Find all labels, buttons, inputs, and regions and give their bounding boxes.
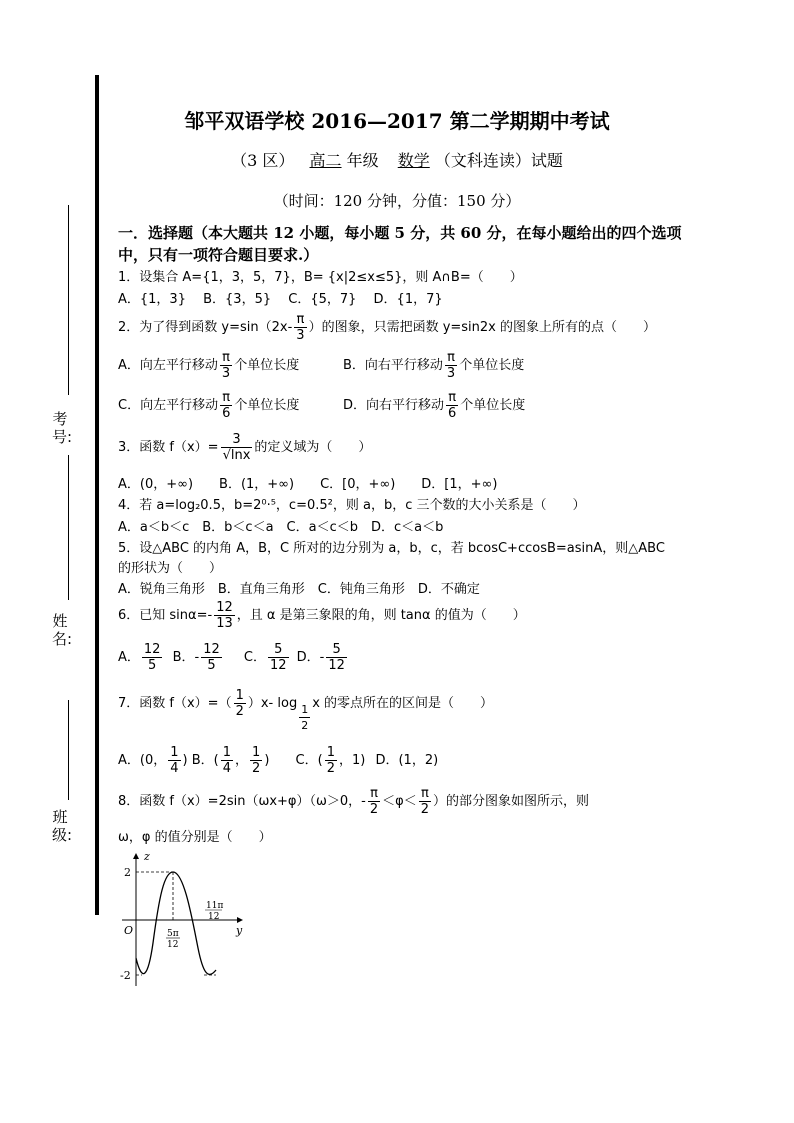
exam-no-label: 考号: (52, 410, 73, 446)
q2-option-a (118, 350, 299, 381)
q4-options: A．a＜b＜c B．b＜c＜a C．a＜c＜b D．c＜a＜b (118, 520, 444, 535)
q7-log-base-d: 2 (301, 719, 309, 732)
q8-frac2-n: π (419, 786, 431, 802)
q5-stem2: 的形状为（ ） (118, 561, 223, 576)
q7-optB-frac1 (221, 745, 233, 776)
y-max-label: 2 (124, 866, 131, 879)
q6-optC-d: 12 (269, 658, 287, 673)
q6-frac-n: 12 (216, 600, 233, 615)
q8-frac1-d: 2 (369, 802, 379, 817)
q8-frac2 (419, 786, 431, 817)
q2-optB-d: 3 (446, 366, 456, 381)
q2-optC-a: C．向左平行移动 (118, 398, 219, 413)
q2-stem (118, 312, 656, 343)
q7-optB-n2: 1 (252, 745, 261, 760)
class-label: 班级: (52, 808, 73, 844)
x-tick2-den: 12 (208, 912, 220, 922)
q6-stem-b: ，且 α 是第三象限的角，则 tanα 的值为（ ） (236, 608, 526, 623)
q5-stem: 5．设△ABC 的内角 A，B，C 所对的边分别为 a，b，c，若 bcosC+ccosB=asinA，则△ABC (118, 541, 665, 556)
q7-log-base-n: 1 (301, 703, 309, 716)
y-axis-label: y (236, 924, 243, 937)
origin-label: O (124, 924, 134, 937)
q8-stem (118, 786, 589, 817)
q7-optC-d: 2 (326, 761, 335, 776)
q7-optB-b: ) (264, 753, 270, 768)
q2-optA-b: 个单位长度 (234, 358, 300, 373)
q8-stem-c: ）的部分图象如图所示，则 (433, 794, 590, 809)
q2-optD-b: 个单位长度 (460, 398, 526, 413)
q2-optB-n: π (445, 350, 457, 366)
q6-optA-d: 5 (148, 658, 157, 673)
exam-no-blank (68, 205, 69, 395)
subtitle-area: （3 区） (231, 151, 295, 170)
q2-optD-d: 6 (448, 406, 457, 421)
q7-log-base (299, 702, 310, 733)
x-tick1-den: 12 (167, 940, 179, 950)
q2-frac-d: 3 (296, 328, 305, 343)
q8-stem-a: 8．函数 f（x）=2sin（ωx+φ）（ω＞0，- (118, 794, 366, 809)
q7-optC-frac (325, 745, 337, 776)
q8-stem2: ω，φ 的值分别是（ ） (118, 830, 272, 845)
q3-frac-n: 3 (221, 432, 253, 448)
q7-optB-d2: 2 (252, 761, 261, 776)
q2-optC-frac (220, 390, 232, 421)
name-label: 姓名: (52, 612, 73, 648)
q7-stem-a: 7．函数 f（x）=（ (118, 696, 232, 711)
q7-optA-d: 4 (170, 761, 179, 776)
section-heading: 一．选择题（本大题共 12 小题，每小题 5 分，共 60 分，在每小题给出的四个选项中，只有一项符合题目要求.） (118, 224, 682, 264)
q7-optB-d1: 4 (222, 761, 232, 776)
q2-optA-a: A．向左平行移动 (118, 358, 218, 373)
q7-optC-b: ，1) (338, 753, 366, 768)
x-tick1-num: 5π (167, 929, 179, 939)
q6-optB: B．- (172, 650, 200, 665)
q2-option-b (343, 350, 524, 381)
q7-stem-b: ）x- log (247, 696, 298, 711)
exam-title: 邹平双语学校 2016—2017 第二学期期中考试 (184, 109, 610, 133)
y-min-label: -2 (120, 969, 131, 982)
q6-optD-d: 12 (328, 658, 345, 673)
q2-stem-a: 2．为了得到函数 y=sin（2x- (118, 320, 293, 335)
z-axis-label: z (144, 850, 150, 863)
q7-stem-c: x 的零点所在的区间是（ ） (312, 696, 494, 711)
q8-frac1 (368, 786, 380, 817)
q2-optA-frac (220, 350, 232, 381)
q2-optB-b: 个单位长度 (459, 358, 525, 373)
q6-optC-frac (268, 642, 289, 673)
time-info: （时间：120 分钟，分值：150 分） (273, 192, 521, 210)
q6-optA: A． (118, 650, 140, 665)
q3-frac (221, 432, 253, 463)
q3-stem-a: 3．函数 f（x）= (118, 440, 219, 455)
q7-optB-mid: ， (235, 753, 249, 768)
x-tick2-num: 11π (206, 901, 224, 911)
q2-optD-n: π (446, 390, 458, 406)
q2-option-c (118, 390, 299, 421)
q6-optC: C． (243, 650, 266, 665)
q5-options: A．锐角三角形 B．直角三角形 C．钝角三角形 D．不确定 (118, 582, 480, 597)
q6-optA-n: 12 (143, 642, 161, 657)
q7-frac-n: 1 (235, 688, 244, 703)
q6-frac (214, 600, 235, 631)
q6-optC-n: 5 (268, 642, 289, 658)
subtitle-subject: 数学 (397, 151, 430, 170)
q3-stem-b: 的定义域为（ ） (254, 440, 372, 455)
q6-stem-a: 6．已知 sinα=- (118, 608, 213, 623)
q2-optB-frac (445, 350, 457, 381)
q6-optB-frac (201, 642, 222, 673)
q2-frac-n: π (294, 312, 306, 328)
q2-optA-d: 3 (221, 366, 231, 381)
q2-optB-a: B．向右平行移动 (343, 358, 443, 373)
q7-optA-n: 1 (170, 745, 179, 760)
class-blank (68, 700, 69, 800)
q3-frac-d: √lnx (222, 448, 251, 463)
q3-stem (118, 432, 371, 463)
q2-optC-n: π (220, 390, 232, 406)
q4-stem: 4．若 a=log₂0.5，b=2⁰·⁵，c=0.5²，则 a，b，c 三个数的大小关系是（ ） (118, 498, 586, 513)
q7-stem (118, 688, 494, 732)
q2-optC-d: 6 (222, 406, 231, 421)
q7-optD: D．(1，2) (375, 753, 439, 768)
q6-optB-d: 5 (207, 658, 216, 673)
q6-optD: D．- (296, 650, 325, 665)
q1-options: A．{1，3} B．{3，5} C．{5，7} D．{1，7} (118, 292, 443, 307)
q1-stem: 1．设集合 A={1，3，5，7}，B= {x|2≤x≤5}，则 A∩B=（ ） (118, 270, 523, 285)
q6-stem (118, 600, 526, 631)
q6-optB-n: 12 (203, 642, 220, 657)
q7-optA-a: A．(0， (118, 753, 167, 768)
name-blank (68, 455, 69, 600)
q7-optA-b: ) (182, 753, 188, 768)
q8-stem-b: ＜φ＜ (382, 794, 417, 809)
q2-option-d (343, 390, 525, 421)
q6-options (118, 642, 349, 673)
q6-optA-frac (142, 642, 163, 673)
q7-optC-a: C．( (295, 753, 323, 768)
subtitle-rest: （文科连读）试题 (434, 151, 563, 170)
q2-frac (294, 312, 306, 343)
q8-frac2-d: 2 (420, 802, 429, 817)
q7-optA-frac (168, 745, 180, 776)
q2-stem-b: ）的图象，只需把函数 y=sin2x 的图象上所有的点（ ） (308, 320, 657, 335)
q8-frac1-n: π (368, 786, 380, 802)
q2-optA-n: π (220, 350, 232, 366)
q6-optD-n: 5 (326, 642, 347, 658)
subtitle-grade-label: 年级 (346, 151, 379, 170)
q6-optD-frac (326, 642, 347, 673)
q7-frac (234, 688, 246, 719)
q7-optB-a: B．( (191, 753, 219, 768)
q7-optB-frac2 (250, 745, 262, 776)
q7-optB-n1: 1 (222, 745, 232, 760)
q6-frac-d: 13 (216, 616, 233, 631)
q7-optC-n: 1 (326, 745, 335, 760)
q7-frac-d: 2 (235, 704, 244, 719)
q7-options (118, 745, 438, 776)
q2-optD-a: D．向右平行移动 (343, 398, 445, 413)
exam-subtitle (0, 148, 794, 171)
q2-optC-b: 个单位长度 (234, 398, 300, 413)
sine-curve (136, 872, 216, 974)
subtitle-grade: 高二 (309, 151, 342, 170)
q3-options: A．(0，+∞) B．(1，+∞) C．[0，+∞) D．[1，+∞) (118, 477, 498, 492)
q2-optD-frac (446, 390, 458, 421)
sine-graph-figure (112, 848, 252, 990)
